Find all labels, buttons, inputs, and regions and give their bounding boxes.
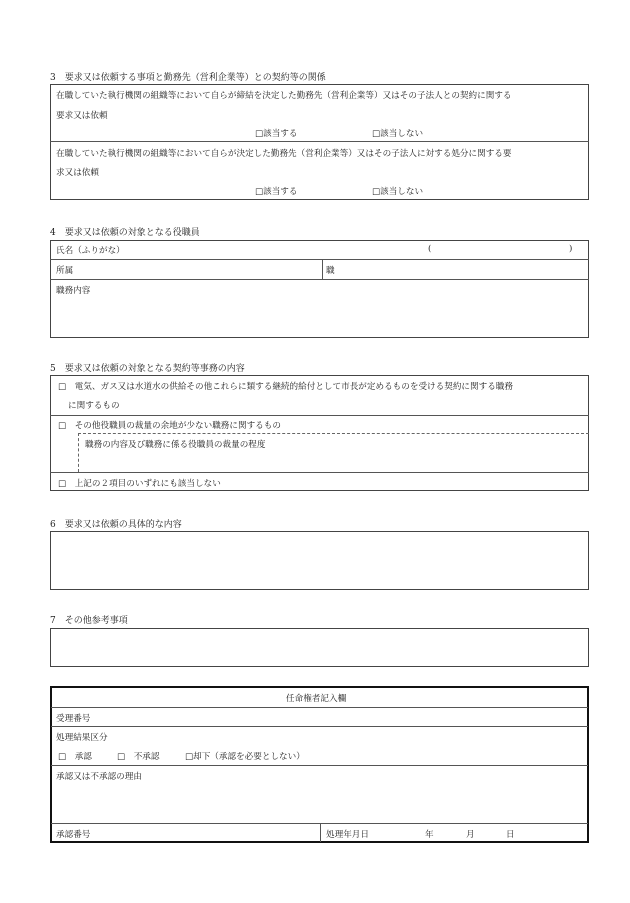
utility-contract-checkbox-line1[interactable]: □ 電気、ガス又は水道水の供給その他これらに類する継続的給付として市長が定めるものを受ける契約に関する職務 <box>58 382 513 392</box>
dismiss-checkbox[interactable]: □却下（承認を必要としない） <box>185 752 305 762</box>
name-paren-close: ) <box>569 244 573 254</box>
specific-content-box[interactable] <box>50 531 589 590</box>
approval-number-label: 承認番号 <box>56 830 91 840</box>
processing-date-label: 処理年月日 <box>326 830 369 840</box>
discretion-detail-label: 職務の内容及び職務に係る役職員の裁量の程度 <box>85 440 266 450</box>
position-label: 職 <box>326 266 335 276</box>
contract-request-text-line2: 要求又は依頼 <box>56 111 108 121</box>
date-year-label: 年 <box>425 830 434 840</box>
appointer-title: 任命権者記入欄 <box>286 694 347 704</box>
name-paren-open: ( <box>428 244 432 254</box>
appointer-divider-2 <box>51 726 588 727</box>
disposition-not-applicable-checkbox[interactable]: □該当しない <box>372 187 424 197</box>
appointer-divider-3 <box>51 765 588 766</box>
none-applicable-checkbox[interactable]: □ 上記の２項目のいずれにも該当しない <box>58 479 221 489</box>
contract-request-text-line1: 在職していた執行機関の組織等において自らが締結を決定した勤務先（営利企業等）又はその子法人との契約に関する <box>56 91 512 101</box>
utility-contract-checkbox-line2: に関するもの <box>68 401 120 411</box>
date-month-label: 月 <box>466 830 475 840</box>
other-reference-box[interactable] <box>50 628 589 667</box>
section-7-heading: 7 その他参考事項 <box>50 616 128 626</box>
disposition-request-text-line2: 求又は依頼 <box>56 168 99 178</box>
section-3-table <box>50 84 589 200</box>
contract-not-applicable-checkbox[interactable]: □該当しない <box>372 129 424 139</box>
section-5-divider-2 <box>50 472 589 473</box>
section-4-column-divider <box>322 259 323 279</box>
section-4-heading: 4 要求又は依頼の対象となる役職員 <box>50 228 200 238</box>
section-6-heading: 6 要求又は依頼の具体的な内容 <box>50 520 182 530</box>
reason-label: 承認又は不承認の理由 <box>56 772 142 782</box>
name-furigana-label: 氏名（ふりがな） <box>56 246 125 256</box>
receipt-number-label: 受理番号 <box>56 714 91 724</box>
section-3-divider <box>50 141 589 142</box>
appointer-divider-1 <box>51 707 588 708</box>
contract-applicable-checkbox[interactable]: □該当する <box>255 129 298 139</box>
result-category-label: 処理結果区分 <box>56 733 108 743</box>
disapprove-checkbox[interactable]: □ 不承認 <box>117 752 160 762</box>
date-day-label: 日 <box>506 830 515 840</box>
low-discretion-checkbox[interactable]: □ その他役職員の裁量の余地が少ない職務に関するもの <box>58 421 281 431</box>
appointer-column-divider <box>320 823 321 842</box>
approve-checkbox[interactable]: □ 承認 <box>58 752 92 762</box>
section-4-divider-2 <box>50 279 589 280</box>
section-4-divider-1 <box>50 259 589 260</box>
section-5-divider-1 <box>50 415 589 416</box>
section-3-heading: 3 要求又は依頼する事項と勤務先（営利企業等）との契約等の関係 <box>50 73 326 83</box>
affiliation-label: 所属 <box>56 266 74 276</box>
disposition-request-text-line1: 在職していた執行機関の組織等において自らが決定した勤務先（営利企業等）又はその子法人に対する処分に関する要 <box>56 149 512 159</box>
duties-label: 職務内容 <box>56 286 91 296</box>
section-4-table <box>50 240 589 338</box>
section-5-heading: 5 要求又は依頼の対象となる契約等事務の内容 <box>50 364 245 374</box>
disposition-applicable-checkbox[interactable]: □該当する <box>255 187 298 197</box>
